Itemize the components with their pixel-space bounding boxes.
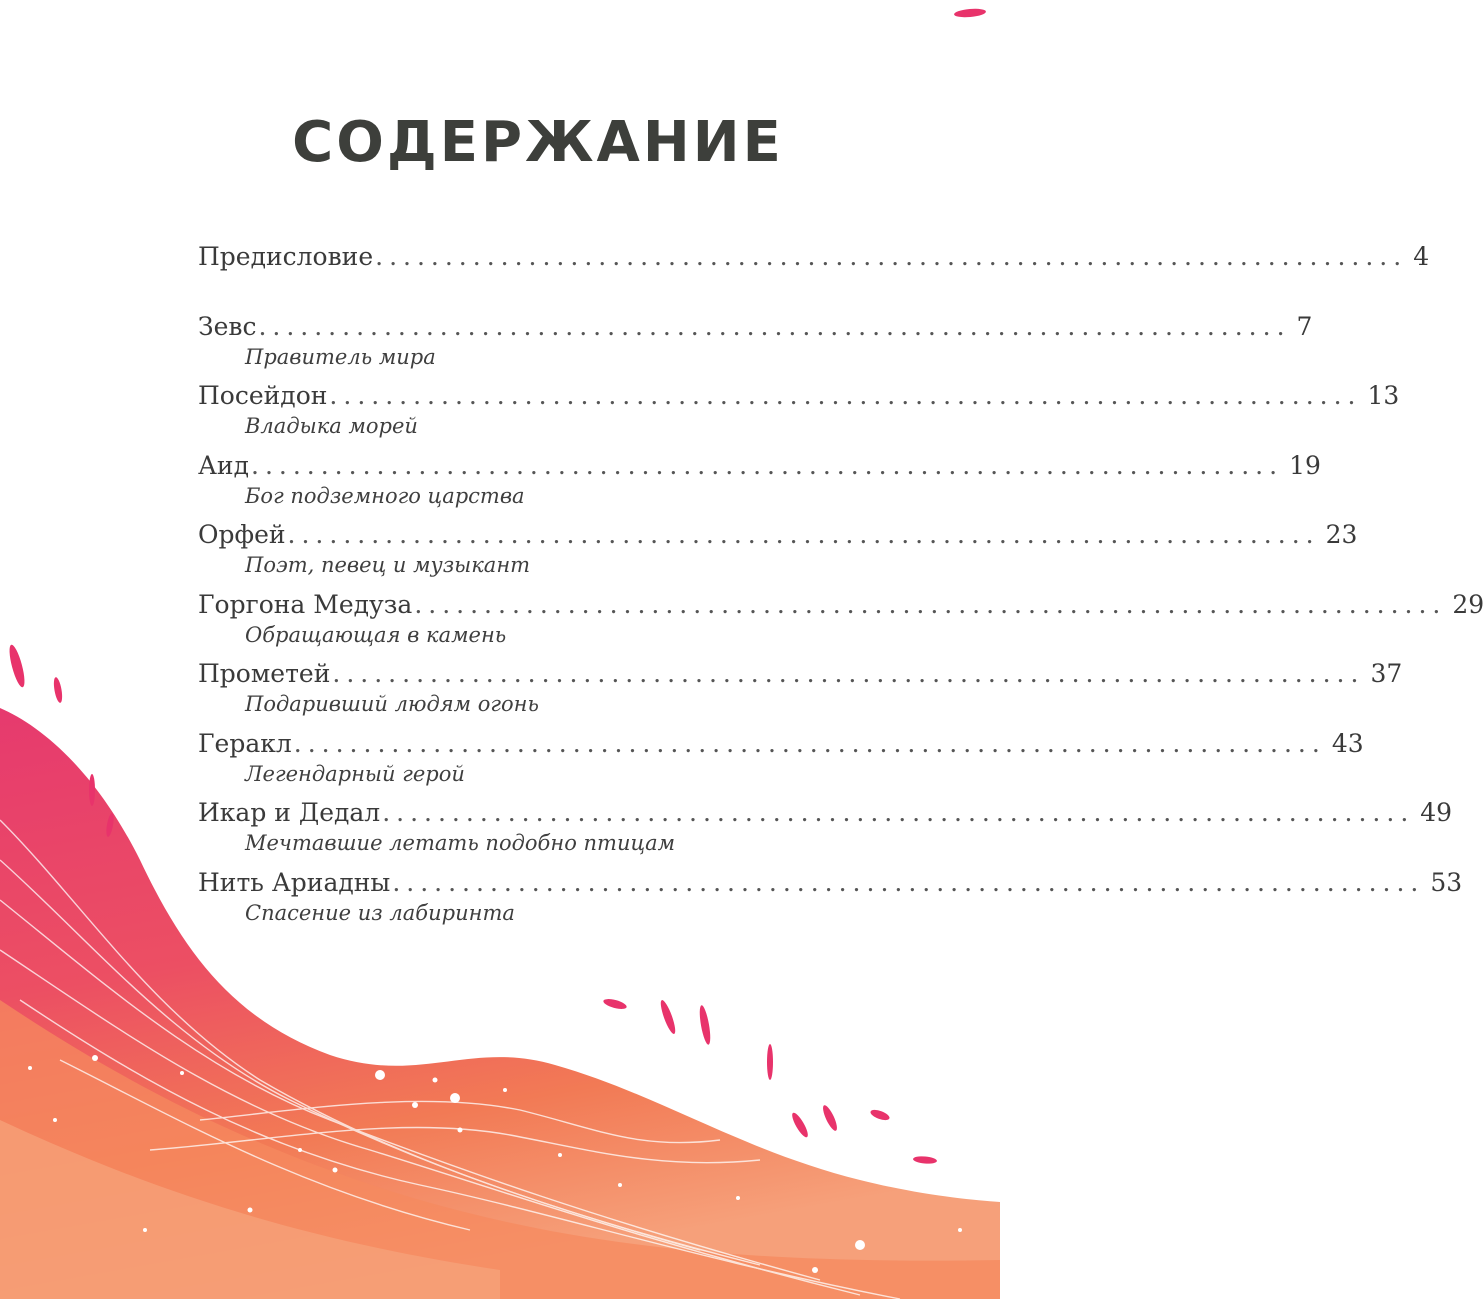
toc-entry-subtitle: Спасение из лабиринта (245, 900, 515, 925)
toc-leader-dots: .......................................................................... (332, 659, 1365, 688)
toc-entry-subtitle: Мечтавшие летать подобно птицам (245, 831, 676, 855)
toc-entry-subtitle: Подаривший людям огонь (245, 692, 539, 716)
toc-page-number: 23 (1325, 520, 1358, 549)
toc-entry-subtitle: Правитель мира (245, 344, 436, 369)
toc-entry-subtitle: Владыка морей (245, 414, 418, 438)
toc-page-number: 29 (1452, 589, 1484, 619)
toc-entry-subtitle: Обращающая в камень (245, 622, 507, 647)
toc-entry-title: Зевс (198, 311, 257, 341)
toc-page-number: 7 (1296, 311, 1313, 341)
toc-page-number: 43 (1331, 728, 1364, 758)
toc-entry-5[interactable] (198, 588, 1484, 658)
toc-entry-title: Горгона Медуза (198, 589, 413, 619)
toc-entry-subtitle: Поэт, певец и музыкант (245, 553, 531, 577)
toc-entry-6[interactable] (198, 657, 1403, 727)
toc-entry-9[interactable] (198, 866, 1463, 936)
toc-entry-7[interactable] (198, 727, 1364, 797)
toc-leader-dots: .......................................................................... (251, 450, 1284, 480)
toc-page-number: 53 (1430, 867, 1463, 897)
toc-page-number: 13 (1367, 381, 1400, 410)
toc-leader-dots: .......................................................................... (329, 381, 1362, 410)
toc-leader-dots: .......................................................................... (414, 589, 1447, 619)
toc-entry-1[interactable] (198, 310, 1313, 380)
toc-entry-subtitle: Легендарный герой (245, 761, 465, 786)
toc-entry-title: Геракл (198, 728, 292, 758)
toc-leader-dots: .......................................................................... (392, 867, 1425, 897)
toc-entry-title: Орфей (198, 520, 286, 549)
toc-entry-title: Предисловие (198, 242, 374, 271)
toc-entry-8[interactable] (198, 796, 1453, 866)
toc-page-number: 49 (1420, 798, 1453, 827)
toc-leader-dots: .......................................................................... (287, 520, 1320, 549)
toc-entry-subtitle: Бог подземного царства (245, 483, 525, 508)
toc-entry-title: Прометей (198, 659, 331, 688)
toc-entry-title: Нить Ариадны (198, 867, 391, 897)
toc-leader-dots: .......................................................................... (293, 728, 1326, 758)
toc-page-number: 4 (1413, 242, 1430, 271)
toc-leader-dots: .......................................................................... (375, 242, 1408, 271)
table-of-contents (198, 240, 1484, 935)
toc-page-number: 19 (1289, 450, 1321, 480)
toc-entry-title: Посейдон (198, 381, 328, 410)
toc-entry-0[interactable] (198, 240, 1430, 310)
toc-entry-4[interactable] (198, 518, 1358, 588)
toc-entry-3[interactable] (198, 449, 1321, 519)
toc-entry-title: Аид (198, 450, 249, 480)
toc-entry-title: Икар и Дедал (198, 798, 381, 827)
page-title: СОДЕРЖАНИЕ (292, 110, 784, 175)
toc-page-number: 37 (1370, 659, 1403, 688)
toc-leader-dots: .......................................................................... (258, 311, 1291, 341)
toc-entry-2[interactable] (198, 379, 1400, 449)
toc-leader-dots: .......................................................................... (382, 798, 1415, 827)
